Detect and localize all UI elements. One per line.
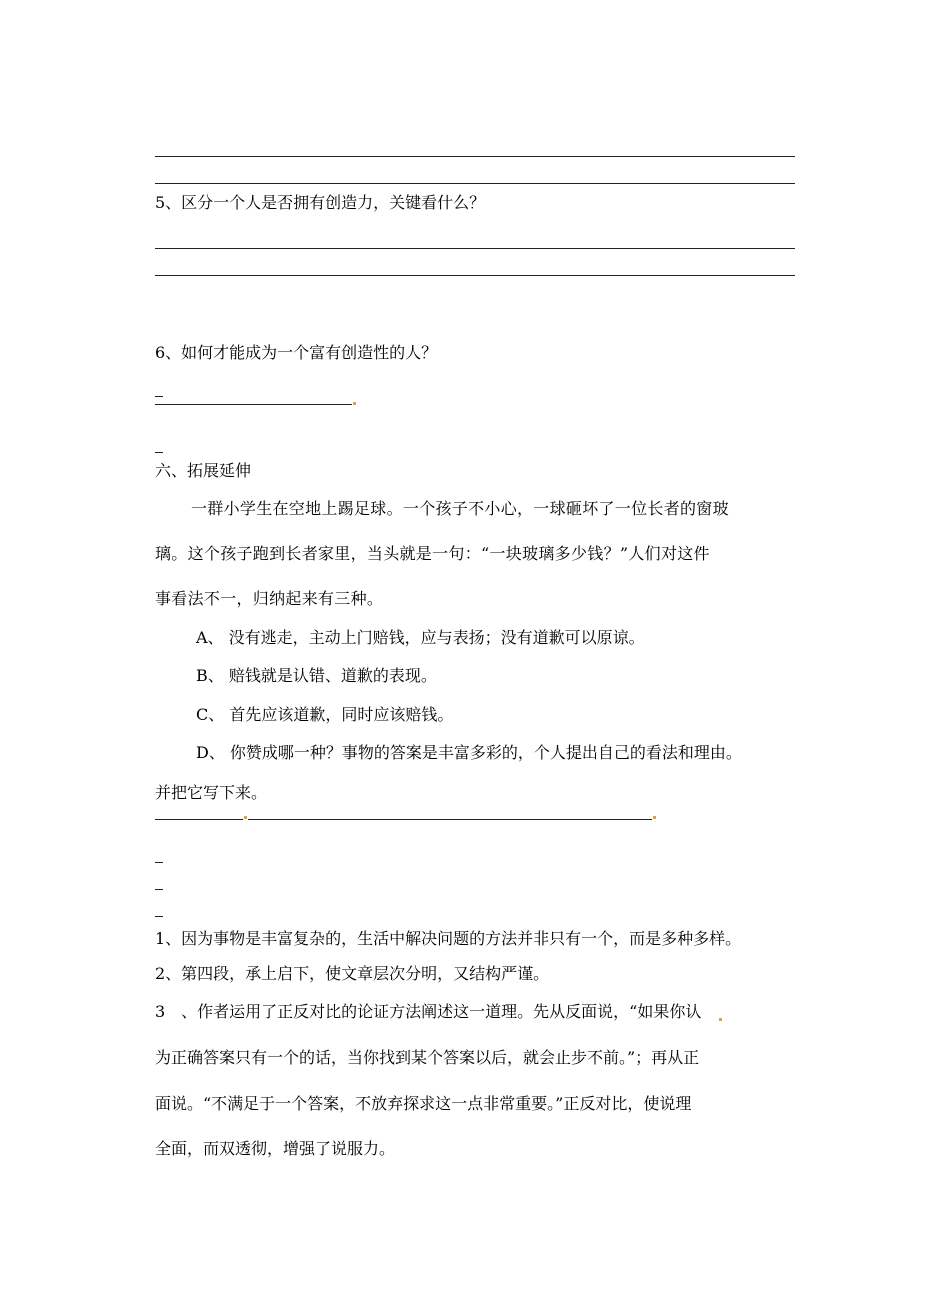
answer-line <box>155 248 795 249</box>
edit-marker <box>653 816 656 819</box>
answer-2: 2、第四段，承上启下，使文章层次分明，又结构严谨。 <box>155 964 550 983</box>
blank-mark <box>155 889 163 890</box>
option-d-continued: 并把它写下来。 <box>155 783 268 802</box>
answer-line <box>155 275 795 276</box>
blank-mark <box>155 862 163 863</box>
option-b: B、 赔钱就是认错、道歉的表现。 <box>196 666 437 685</box>
blank-mark <box>155 452 163 453</box>
answer-line <box>155 156 795 157</box>
option-a: A、 没有逃走，主动上门赔钱，应与表扬；没有道歉可以原谅。 <box>196 628 645 647</box>
answer-3-line: 3 、作者运用了正反对比的论证方法阐述这一道理。先从反面说，“如果你认 <box>155 1002 702 1021</box>
option-d: D、 你赞成哪一种？事物的答案是丰富多彩的，个人提出自己的看法和理由。 <box>196 743 742 762</box>
blank-mark <box>155 916 163 917</box>
answer-line <box>155 183 795 184</box>
answer-3-line: 面说。“不满足于一个答案，不放弃探求这一点非常重要。”正反对比，使说理 <box>155 1094 692 1113</box>
section-heading: 六、拓展延伸 <box>155 461 252 480</box>
edit-marker <box>244 816 247 819</box>
passage-line: 璃。这个孩子跑到长者家里，当头就是一句：“一块玻璃多少钱？”人们对这件 <box>155 544 710 563</box>
answer-1: 1、因为事物是丰富复杂的，生活中解决问题的方法并非只有一个，而是多种多样。 <box>155 929 742 948</box>
answer-line <box>248 819 652 820</box>
answer-line <box>155 819 243 820</box>
question-5: 5、区分一个人是否拥有创造力，关键看什么？ <box>155 193 486 212</box>
option-c: C、 首先应该道歉，同时应该赔钱。 <box>196 705 454 724</box>
edit-marker <box>719 1018 722 1021</box>
passage-line: 事看法不一，归纳起来有三种。 <box>155 589 384 608</box>
edit-marker <box>353 402 356 405</box>
passage-line: 一群小学生在空地上踢足球。一个孩子不小心，一球砸坏了一位长者的窗玻 <box>191 499 729 518</box>
question-6: 6、如何才能成为一个富有创造性的人？ <box>155 343 438 362</box>
answer-3-line: 为正确答案只有一个的话，当你找到某个答案以后，就会止步不前。”；再从正 <box>155 1048 700 1067</box>
answer-line <box>155 404 352 405</box>
answer-3-line: 全面，而双透彻，增强了说服力。 <box>155 1139 396 1158</box>
blank-mark <box>155 396 163 397</box>
